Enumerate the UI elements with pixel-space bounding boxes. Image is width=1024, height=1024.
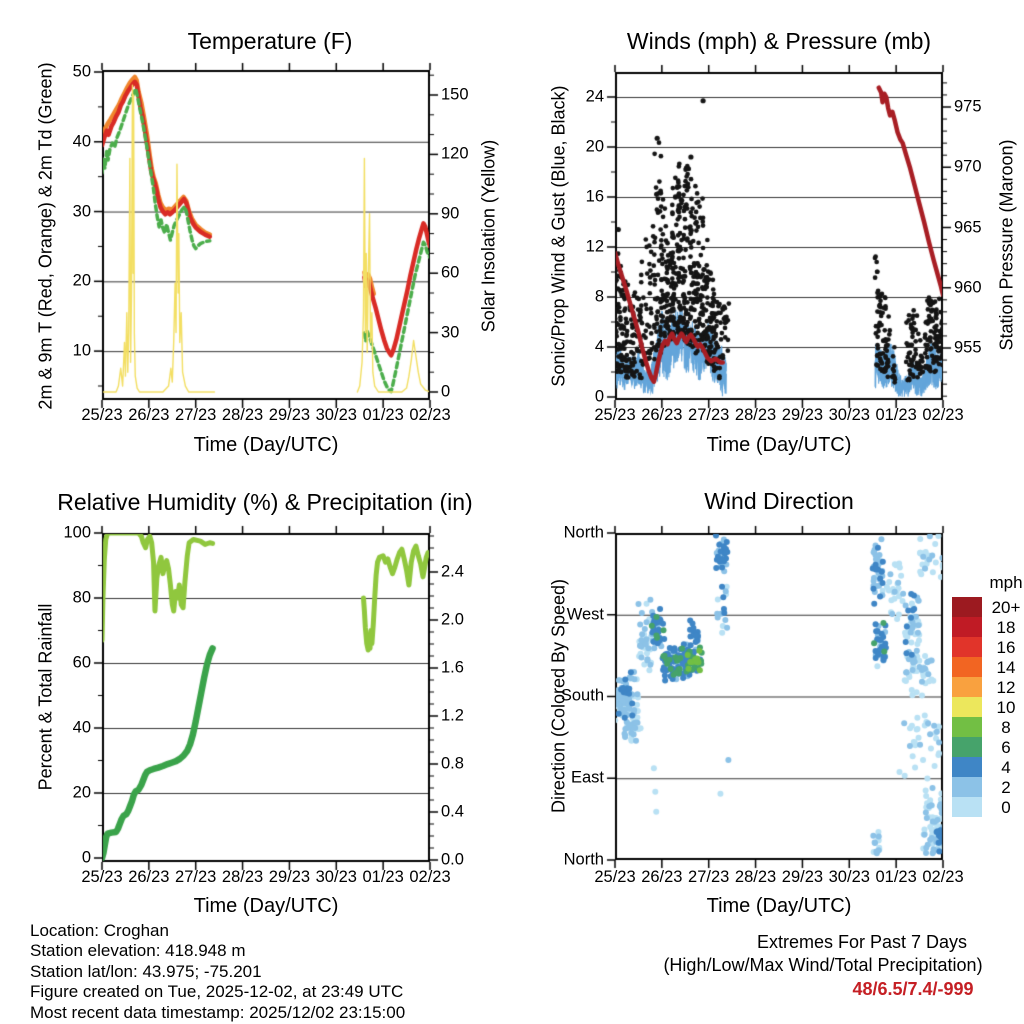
extremes-subheading: (High/Low/Max Wind/Total Precipitation) [663, 955, 983, 975]
solar-right-axis-label: Solar Insolation (Yellow) [478, 139, 499, 333]
x-tick-label: 01/23 [362, 406, 404, 424]
y-tick-label-left: 4 [594, 337, 604, 356]
x-tick-label: 25/23 [81, 868, 123, 886]
colorbar-swatch [952, 617, 982, 637]
x-tick-label: 26/23 [128, 406, 170, 424]
y-tick-label-right: 965 [954, 218, 982, 236]
speed-colorbar [952, 597, 982, 817]
x-tick-label: 29/23 [268, 868, 311, 886]
colorbar-swatch [952, 657, 982, 677]
y-tick-label-right: 0 [441, 382, 451, 401]
x-tick-label: 27/23 [688, 868, 730, 886]
colorbar-label: 20+ [991, 598, 1021, 617]
y-tick-label-right: 970 [954, 157, 982, 176]
colorbar-label: 14 [996, 658, 1016, 677]
colorbar-swatch [952, 637, 982, 657]
x-tick-label: 26/23 [128, 868, 170, 886]
x-tick-label: 30/23 [315, 406, 357, 424]
x-tick-label: 28/23 [221, 868, 264, 886]
station-info-footer [30, 921, 405, 1023]
x-tick-label: 27/23 [688, 406, 730, 424]
winds-panel-title: Winds (mph) & Pressure (mb) [626, 28, 932, 54]
temperature-left-axis-label: 2m & 9m T (Red, Orange) & 2m Td (Green) [35, 62, 56, 410]
direction-left-axis-label: Direction (Colored By Speed) [548, 578, 569, 814]
y-tick-label-left: 100 [63, 523, 91, 542]
y-tick-label-right: 975 [954, 97, 982, 116]
x-tick-label: 02/23 [409, 406, 451, 424]
y-tick-label-left: 80 [72, 588, 91, 607]
wind-direction-x-axis-label: Time (Day/UTC) [706, 895, 852, 917]
winds-x-axis-label: Time (Day/UTC) [706, 434, 852, 456]
y-tick-label-left: 10 [72, 341, 91, 360]
temperature-panel-title: Temperature (F) [187, 28, 353, 54]
colorbar-label: 2 [1001, 778, 1011, 797]
x-tick-label: 01/23 [875, 406, 917, 424]
station-location: Location: Croghan [30, 921, 169, 940]
x-tick-label: 01/23 [875, 868, 917, 886]
pressure-right-axis-label: Station Pressure (Maroon) [996, 139, 1017, 351]
most-recent-data-timestamp: Most recent data timestamp: 2025/12/02 23:15:00 [30, 1002, 406, 1022]
y-tick-label-right: 30 [441, 323, 460, 342]
colorbar-label: 0 [1001, 798, 1011, 817]
extremes-heading: Extremes For Past 7 Days [756, 932, 968, 952]
temperature-x-axis-label: Time (Day/UTC) [193, 434, 339, 456]
humidity-x-axis-label: Time (Day/UTC) [193, 895, 339, 917]
colorbar-title: mph [989, 573, 1023, 592]
y-tick-label-left: West [566, 605, 604, 624]
y-tick-label-left: 40 [72, 132, 91, 151]
colorbar-swatch [952, 777, 982, 797]
colorbar-swatch [952, 697, 982, 717]
x-tick-label: 02/23 [409, 868, 451, 886]
x-tick-label: 28/23 [221, 406, 264, 424]
y-tick-label-left: 40 [72, 718, 91, 737]
wind-left-axis-label: Sonic/Prop Wind & Gust (Blue, Black) [548, 85, 569, 387]
y-tick-label-right: 1.2 [441, 706, 464, 725]
y-tick-label-left: North [563, 850, 604, 869]
y-tick-label-right: 150 [441, 85, 469, 104]
y-tick-label-left: 0 [81, 848, 91, 867]
y-tick-label-left: 24 [585, 87, 604, 106]
y-tick-label-right: 955 [954, 338, 982, 357]
figure-created-timestamp: Figure created on Tue, 2025-12-02, at 23:49 UTC [30, 982, 404, 1002]
y-tick-label-left: 8 [594, 287, 604, 306]
y-tick-label-right: 90 [441, 204, 460, 223]
colorbar-label: 4 [1001, 758, 1011, 777]
x-tick-label: 29/23 [781, 406, 824, 424]
x-tick-label: 01/23 [362, 868, 404, 886]
colorbar-label: 10 [996, 698, 1016, 717]
y-tick-label-left: 0 [594, 387, 604, 406]
x-tick-label: 27/23 [175, 868, 217, 886]
y-tick-label-left: 30 [72, 202, 91, 221]
x-tick-label: 25/23 [594, 406, 636, 424]
x-tick-label: 30/23 [828, 868, 870, 886]
station-latlon: Station lat/lon: 43.975; -75.201 [30, 961, 262, 981]
colorbar-label: 18 [996, 618, 1016, 637]
station-elevation: Station elevation: 418.948 m [30, 941, 246, 961]
y-tick-label-right: 120 [441, 144, 469, 163]
x-tick-label: 30/23 [828, 406, 870, 424]
colorbar-label: 8 [1001, 718, 1011, 737]
x-tick-label: 26/23 [641, 868, 683, 886]
y-tick-label-right: 0.0 [441, 850, 464, 869]
y-tick-label-right: 0.4 [441, 802, 464, 821]
x-tick-label: 25/23 [594, 868, 636, 886]
y-tick-label-left: 20 [585, 137, 604, 156]
humidity-panel-title: Relative Humidity (%) & Precipitation (in) [57, 489, 473, 515]
colorbar-swatch [952, 797, 982, 817]
y-tick-label-left: 50 [72, 62, 91, 81]
x-tick-label: 26/23 [641, 406, 683, 424]
y-tick-label-left: 20 [72, 783, 91, 802]
colorbar-label: 6 [1001, 738, 1011, 757]
colorbar-swatch [952, 757, 982, 777]
colorbar-swatch [952, 677, 982, 697]
colorbar-label: 12 [996, 678, 1016, 697]
colorbar-swatch [952, 717, 982, 737]
colorbar-swatch [952, 597, 982, 617]
y-tick-label-right: 0.8 [441, 754, 464, 773]
y-tick-label-left: North [563, 523, 604, 542]
x-tick-label: 30/23 [315, 868, 357, 886]
y-tick-label-right: 1.6 [441, 658, 464, 677]
y-tick-label-right: 960 [954, 278, 982, 297]
colorbar-swatch [952, 737, 982, 757]
x-tick-label: 02/23 [922, 406, 964, 424]
x-tick-label: 29/23 [268, 406, 311, 424]
x-tick-label: 02/23 [922, 868, 964, 886]
y-tick-label-right: 2.4 [441, 562, 464, 581]
y-tick-label-right: 2.0 [441, 610, 464, 629]
wind-direction-panel-title: Wind Direction [704, 488, 854, 514]
colorbar-label: 16 [996, 638, 1016, 657]
y-tick-label-left: East [570, 768, 604, 787]
extremes-values: 48/6.5/7.4/-999 [852, 979, 974, 999]
y-tick-label-left: 20 [72, 271, 91, 290]
y-tick-label-left: 60 [72, 653, 91, 672]
humidity-left-axis-label: Percent & Total Rainfall [35, 603, 56, 791]
y-tick-label-left: 12 [585, 237, 604, 256]
x-tick-label: 28/23 [734, 406, 777, 424]
y-tick-label-left: 16 [585, 187, 604, 206]
x-tick-label: 28/23 [734, 868, 777, 886]
y-tick-label-right: 60 [441, 263, 460, 282]
x-tick-label: 27/23 [175, 406, 217, 424]
x-tick-label: 29/23 [781, 868, 824, 886]
y-tick-label-left: South [560, 686, 604, 705]
x-tick-label: 25/23 [81, 406, 123, 424]
